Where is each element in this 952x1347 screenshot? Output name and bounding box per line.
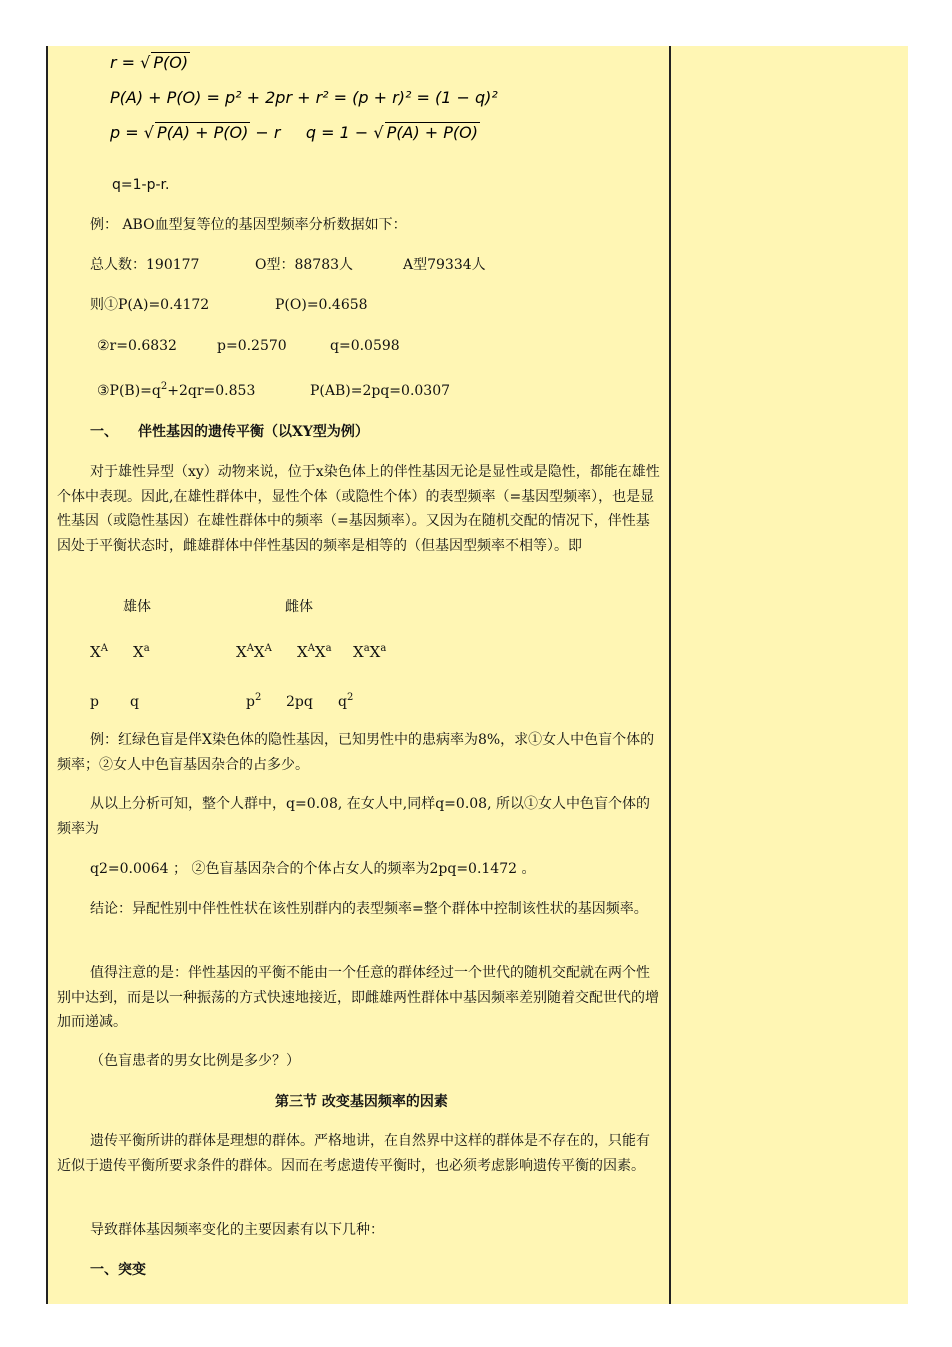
male-label: 雄体 xyxy=(123,599,151,615)
genotype-male-Xa: $X^a$ xyxy=(133,643,150,661)
conclusion-para: 结论：异配性别中伴性性状在该性别群内的表型频率=整个群体中控制该性状的基因频率。 xyxy=(90,901,648,917)
section1-heading: 伴性基因的遗传平衡（以XY型为例） xyxy=(138,424,369,440)
step2-p: p=0.2570 xyxy=(217,338,287,354)
freq-q: q xyxy=(130,694,139,710)
female-label: 雌体 xyxy=(285,599,313,615)
section1-heading-num: 一、 xyxy=(90,424,118,440)
example-intro: 例： ABO血型复等位的基因型频率分析数据如下： xyxy=(90,217,407,233)
step2-r: ②r=0.6832 xyxy=(97,338,177,354)
analysis-para: 从以上分析可知，整个人群中，q=0.08, 在女人中,同样q=0.08, 所以①女人中色盲个体的频率为 xyxy=(57,796,650,837)
example-a-type: A型79334人 xyxy=(403,257,486,273)
analysis2-line: q2=0.0064 ； ②色盲基因杂合的个体占女人的频率为2pq=0.1472 。 xyxy=(90,861,536,877)
left-border xyxy=(46,46,48,1304)
genotype-female-XAXa: $X^AX^a$ xyxy=(297,643,332,661)
formula-p: p = √ P(A) + P(O) − r q = 1 − √ P(A) + P(O) xyxy=(110,123,479,142)
step1-pa: 则①P(A)=0.4172 xyxy=(90,297,210,313)
example-total: 总人数：190177 xyxy=(90,257,200,273)
step3-pab: P(AB)=2pq=0.0307 xyxy=(310,383,451,399)
genotype-female-XAXA: $X^AX^A$ xyxy=(236,643,272,661)
freq-q2: $q^2$ xyxy=(338,692,354,710)
note-para: 值得注意的是：伴性基因的平衡不能由一个任意的群体经过一个世代的随机交配就在两个性别中达到，而是以一种振荡的方式快速地接近，即雌雄两性群体中基因频率差别随着交配世代的增加而递减。 xyxy=(57,965,659,1030)
freq-p: p xyxy=(90,694,99,710)
section3-para2: 导致群体基因频率变化的主要因素有以下几种： xyxy=(90,1222,384,1238)
freq-p2: $p^2$ xyxy=(246,692,262,710)
example-o-type: O型：88783人 xyxy=(255,257,354,273)
step2-q: q=0.0598 xyxy=(330,338,400,354)
column-divider xyxy=(669,46,671,1304)
step1-po: P(O)=0.4658 xyxy=(275,297,368,313)
genotype-female-XaXa: $X^aX^a$ xyxy=(353,643,387,661)
step3-pb: $③P(B)=q^2+2qr=0.853$ xyxy=(97,381,256,399)
genotype-male-XA: $X^A$ xyxy=(90,643,108,661)
section3-title: 第三节 改变基因频率的因素 xyxy=(275,1094,448,1110)
section3-para1: 遗传平衡所讲的群体是理想的群体。严格地讲，在自然界中这样的群体是不存在的，只能有近似于遗传平衡所要求条件的群体。因而在考虑遗传平衡时，也必须考虑影响遗传平衡的因素。 xyxy=(57,1133,650,1174)
section1-para1: 对于雄性异型（xy）动物来说，位于x染色体上的伴性基因无论是显性或是隐性，都能在雄性个体中表现。因此,在雄性群体中，显性个体（或隐性个体）的表型频率（=基因型频率），也是显性基因（或隐性基因）在雄性群体中的频率（=基因频率）。又因为在随机交配的情况下，伴性基因处于平衡状态时，雌雄群体中伴性基因的频率是相等的（但基因型频率不相等）。即 xyxy=(57,464,660,554)
formula-r: r = √ P(O) xyxy=(110,53,189,72)
formula-q-line: q=1-p-r. xyxy=(112,177,170,193)
example2-para: 例：红绿色盲是伴X染色体的隐性基因，已知男性中的患病率为8%，求①女人中色盲个体的频率；②女人中色盲基因杂合的占多少。 xyxy=(57,732,655,773)
freq-2pq: 2pq xyxy=(286,694,313,710)
formula-pa-po: P(A) + P(O) = p² + 2pr + r² = (p + r)² = (1 − q)² xyxy=(110,88,498,107)
section3-item1: 一、突变 xyxy=(90,1262,146,1278)
question-line: （色盲患者的男女比例是多少？） xyxy=(90,1053,300,1069)
